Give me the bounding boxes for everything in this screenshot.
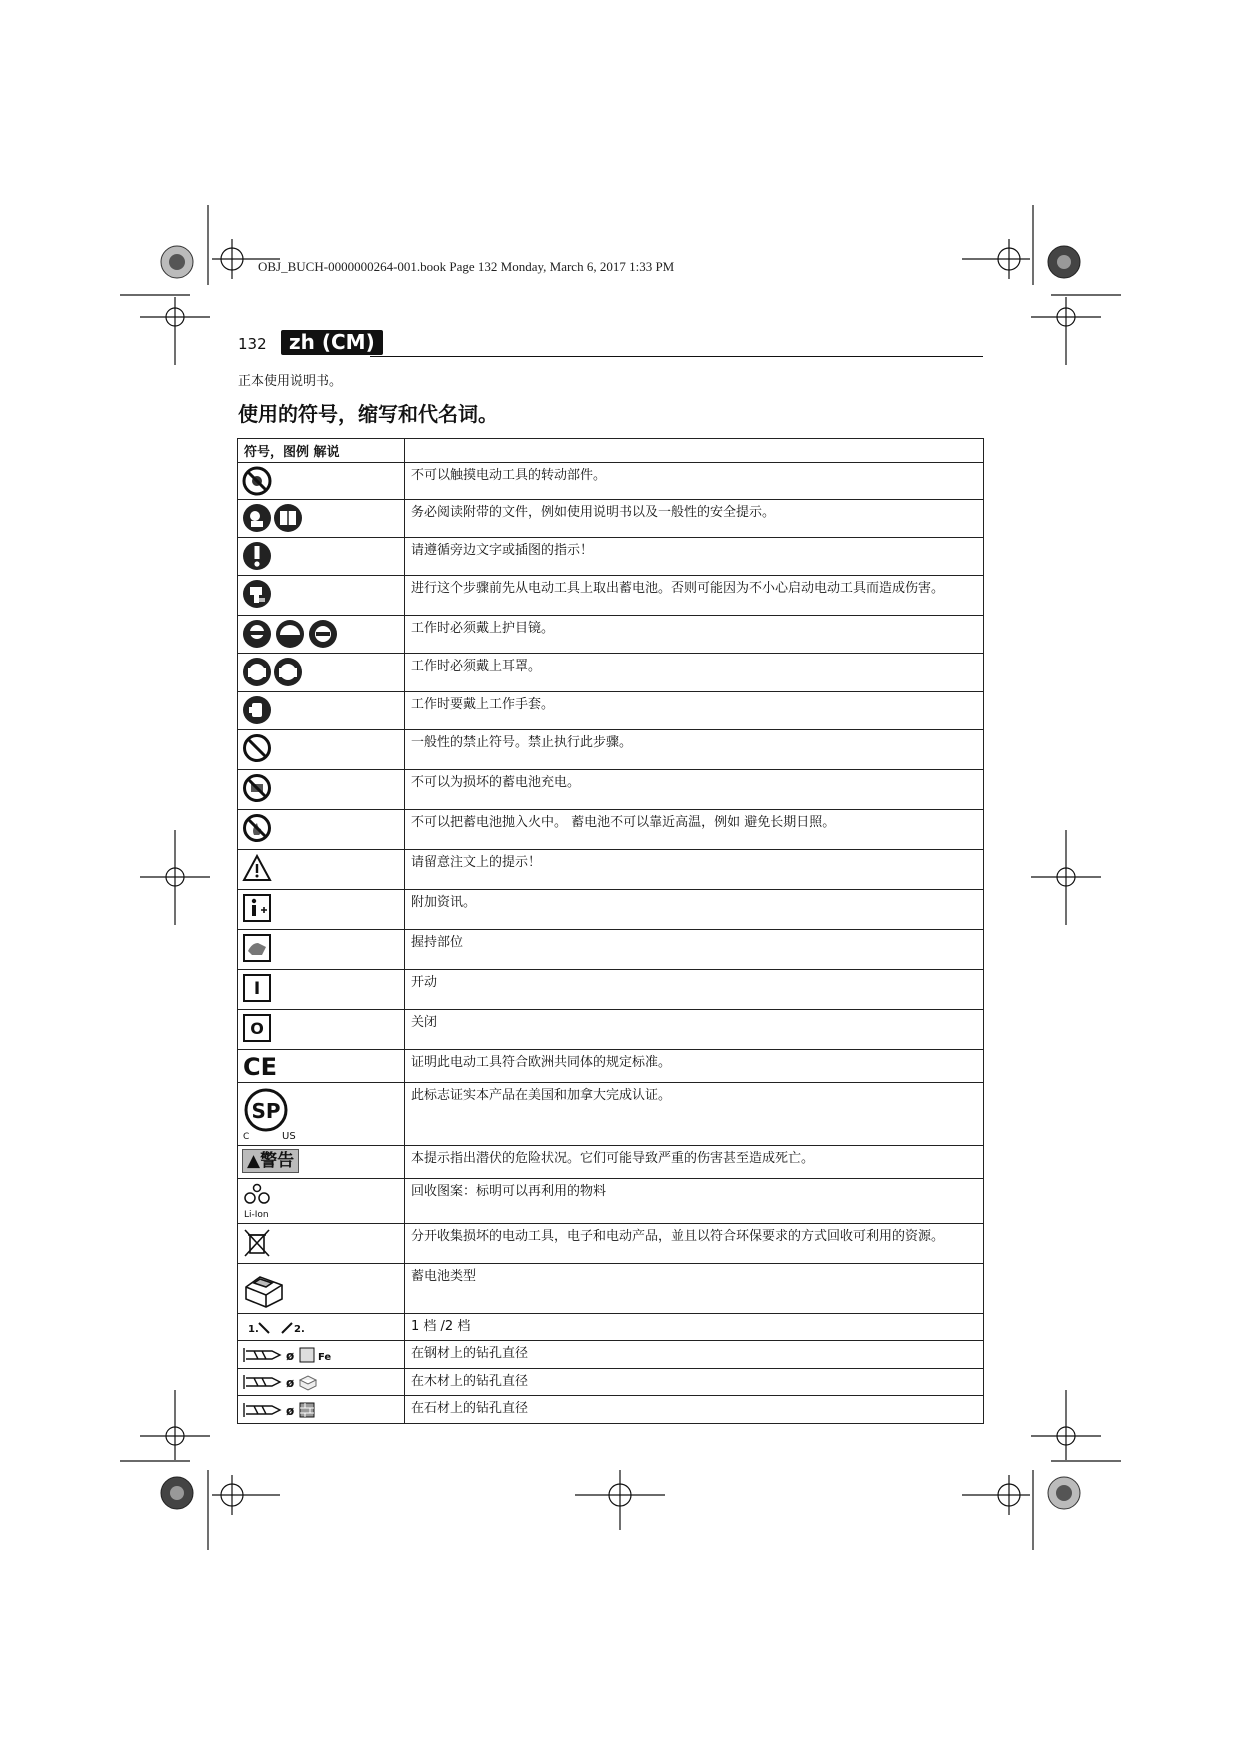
info-plus-icon [242,893,272,923]
row-description: 不可以为损坏的蓄电池充电。 [405,770,984,810]
goggles-icon [242,619,338,649]
read-manual-icon [242,503,304,533]
table-row [238,1314,984,1341]
table-row [238,463,984,500]
exclamation-icon [242,541,272,571]
table-row [238,810,984,850]
row-description: 分开收集损坏的电动工具，电子和电动产品，並且以符合环保要求的方式回收可利用的资源。 [405,1224,984,1264]
row-description: 不可以把蓄电池抛入火中。 蓄电池不可以靠近高温，例如 避免长期日照。 [405,810,984,850]
warning-badge-icon: ▲警告 [242,1149,299,1173]
row-description: 握持部位 [405,930,984,970]
table-header-row [238,439,984,463]
table-row [238,538,984,576]
switch-on-icon [242,973,272,1003]
svg-text:US: US [282,1131,296,1142]
table-row [238,616,984,654]
no-charge-damaged-battery-icon [242,773,272,803]
weee-bin-icon [242,1227,272,1259]
switch-off-icon [242,1013,272,1043]
battery-type-icon [242,1267,286,1309]
row-description: 工作时必须戴上耳罩。 [405,654,984,692]
drill-steel-icon [242,1345,342,1365]
grip-area-icon [242,933,272,963]
row-description: 请遵循旁边文字或插图的指示！ [405,538,984,576]
row-description: 工作时必须戴上护目镜。 [405,616,984,654]
svg-text:SP: SP [251,1099,281,1123]
no-fire-battery-icon [242,813,272,843]
drill-stone-icon [242,1400,322,1420]
row-description: 请留意注文上的提示！ [405,850,984,890]
row-description: 工作时要戴上工作手套。 [405,692,984,730]
table-row [238,576,984,616]
row-description: 蓄电池类型 [405,1264,984,1314]
svg-text:ø: ø [286,1403,295,1418]
table-row [238,1083,984,1146]
row-description: 开动 [405,970,984,1010]
symbols-table [237,438,984,1424]
row-description: 在木材上的钻孔直径 [405,1368,984,1396]
remove-battery-icon [242,579,272,609]
intro-text: 正本使用说明书。 [238,374,343,389]
row-description: 本提示指出潜伏的危险状况。它们可能导致严重的伤害甚至造成死亡。 [405,1146,984,1179]
warning-triangle-icon [242,853,272,883]
row-description: 不可以触摸电动工具的转动部件。 [405,463,984,500]
table-row [238,850,984,890]
table-row [238,1010,984,1050]
table-row [238,930,984,970]
svg-text:ø: ø [286,1348,295,1363]
svg-text:2.: 2. [294,1323,305,1335]
page-number: 132 [238,335,267,353]
csa-mark-icon [242,1086,302,1142]
svg-text:Fe: Fe [318,1351,332,1363]
header-rule [370,356,983,357]
ear-protection-icon [242,657,304,687]
table-row [238,692,984,730]
gear-1-2-icon [242,1319,312,1337]
row-description: 回收图案：标明可以再利用的物料 [405,1179,984,1224]
table-row [238,890,984,930]
row-description: 1 档 /2 档 [405,1314,984,1341]
row-description: 进行这个步骤前先从电动工具上取出蓄电池。否则可能因为不小心启动电动工具而造成伤害。 [405,576,984,616]
gloves-icon [242,695,272,725]
svg-text:O: O [250,1019,264,1038]
table-row [238,1050,984,1083]
row-description: 关闭 [405,1010,984,1050]
ce-mark-icon [242,1053,282,1079]
row-description: 附加资讯。 [405,890,984,930]
table-row [238,500,984,538]
table-row [238,1146,984,1179]
table-row [238,1368,984,1396]
svg-text:CE: CE [243,1053,278,1079]
row-description: 证明此电动工具符合欧洲共同体的规定标准。 [405,1050,984,1083]
table-row [238,770,984,810]
table-row [238,1179,984,1224]
svg-text:ø: ø [286,1376,295,1390]
drill-wood-icon [242,1372,322,1392]
table-row [238,1224,984,1264]
svg-text:Li-Ion: Li-Ion [244,1210,269,1220]
table-row [238,1264,984,1314]
table-row [238,970,984,1010]
table-row [238,654,984,692]
row-description: 在钢材上的钻孔直径 [405,1341,984,1369]
svg-text:1.: 1. [248,1323,259,1335]
svg-text:C: C [243,1132,250,1142]
prohibition-icon [242,733,272,763]
book-header: OBJ_BUCH-0000000264-001.book Page 132 Monday, March 6, 2017 1:33 PM [258,259,675,274]
row-description: 此标志证实本产品在美国和加拿大完成认证。 [405,1083,984,1146]
svg-text:I: I [253,979,261,999]
row-description: 在石材上的钻孔直径 [405,1396,984,1424]
table-row [238,1396,984,1424]
section-title: 使用的符号，缩写和代名词。 [238,402,498,426]
table-row [238,1341,984,1369]
table-row [238,730,984,770]
table-header: 符号，图例 解说 [238,439,405,463]
row-description: 务必阅读附带的文件，例如使用说明书以及一般性的安全提示。 [405,500,984,538]
recycle-li-ion-icon [242,1182,282,1220]
language-tag: zh (CM) [281,330,383,355]
row-description: 一般性的禁止符号。禁止执行此步骤。 [405,730,984,770]
no-touch-rotating-icon [242,466,272,496]
